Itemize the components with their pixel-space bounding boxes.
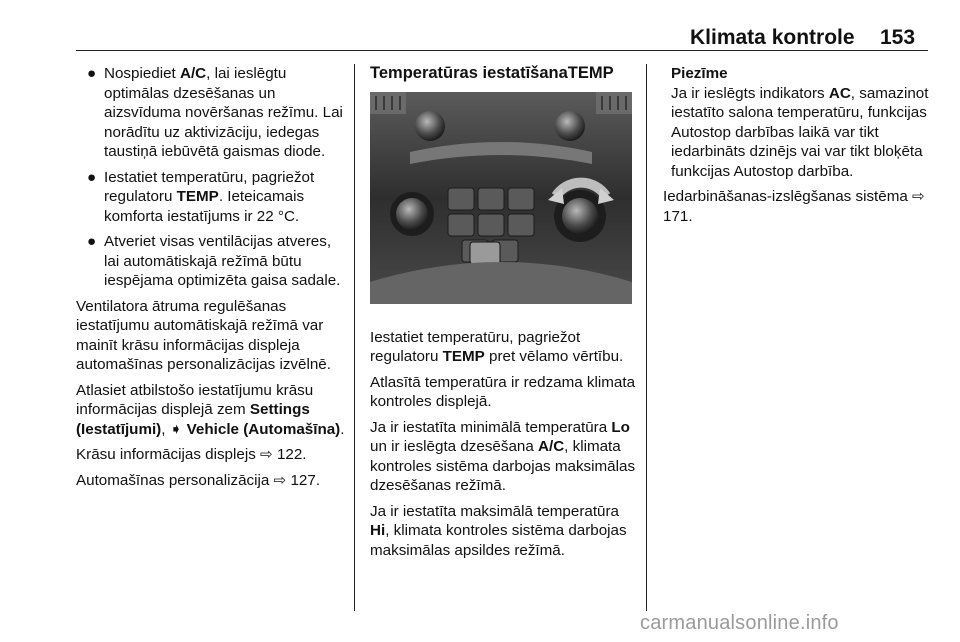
note-text bbox=[671, 84, 931, 182]
bullet-text: Iestatiet temperatūru, pagriežot regulatoru bbox=[104, 168, 315, 205]
bullet-item-vents bbox=[76, 232, 348, 291]
paragraph-set-temp bbox=[370, 328, 636, 367]
column-middle bbox=[370, 64, 636, 566]
text-run: . bbox=[340, 420, 345, 438]
column-divider-2 bbox=[646, 64, 647, 611]
bullet-text: Nospiediet bbox=[104, 65, 180, 82]
cross-reference-display[interactable]: Krāsu informācijas displejs ⇨ 122. bbox=[76, 446, 307, 463]
note-block bbox=[663, 64, 931, 181]
watermark: carmanualsonline.info bbox=[640, 612, 839, 634]
section-title: Temperatūras iestatīšanaTEMP bbox=[370, 64, 614, 82]
cross-reference-stop-start[interactable]: Iedarbināšanas-izslēgšanas sistēma ⇨ 171. bbox=[663, 188, 925, 225]
paragraph-max-temp bbox=[370, 502, 636, 561]
vehicle-label: Vehicle (Automašīna) bbox=[182, 420, 341, 438]
column-divider-1 bbox=[354, 64, 355, 611]
header-rule bbox=[76, 50, 928, 51]
lo-label: Lo bbox=[611, 418, 630, 436]
text-run: un ir ieslēgta dzesēšana bbox=[370, 438, 539, 455]
bullet-bold: TEMP bbox=[176, 188, 219, 205]
page-header bbox=[0, 0, 960, 52]
bullet-text: Atveriet visas ventilācijas atveres, lai automātiskajā režīmā būtu iespējama optimizēta gaisa sadale. bbox=[104, 233, 341, 289]
text-run: Ja ir iestatīta minimālā temperatūra bbox=[370, 418, 612, 436]
ac-indicator-label: AC bbox=[828, 84, 851, 102]
bullet-dot: ● bbox=[87, 65, 97, 82]
text-run: , samazinot iestatīto salona temperatūru, funkcijas Autostop darbības laikā var tikt iedarbināts dzinējs vai var tikt bloķēta funkcijas Autostop darbība. bbox=[671, 84, 929, 180]
paragraph-min-temp bbox=[370, 418, 636, 496]
text-run: Iestatiet temperatūru, pagriežot regulatoru bbox=[370, 328, 581, 365]
text-run: , klimata kontroles sistēma darbojas maksimālas apsildes režīmā. bbox=[370, 522, 627, 559]
arrow-icon: ➧ bbox=[169, 420, 183, 438]
bullet-dot: ● bbox=[87, 233, 97, 250]
note-title: Piezīme bbox=[671, 65, 728, 82]
text-run: Ja ir ieslēgts indikators bbox=[671, 84, 829, 102]
ac-label: A/C bbox=[538, 438, 565, 455]
page-number: 153 bbox=[880, 26, 916, 49]
bullet-text: . Ieteicamais komforta iestatījums ir 22 °C. bbox=[104, 188, 305, 225]
climate-panel-illustration bbox=[370, 92, 632, 304]
text-run: pret vēlamo vērtību. bbox=[484, 348, 624, 365]
bullet-text: , lai ieslēgtu optimālas dzesēšanas un aizsvīduma novēršanas režīmu. Lai norādītu uz aktivizāciju, iedegas taustiņā iebūvētā gaismas diode. bbox=[104, 65, 343, 160]
hi-label: Hi bbox=[370, 522, 386, 539]
text-run: Ja ir iestatīta maksimālā temperatūra bbox=[370, 502, 619, 520]
text-run: , bbox=[161, 420, 170, 438]
column-left bbox=[76, 64, 348, 496]
bullet-bold: A/C bbox=[179, 65, 207, 82]
settings-label: Settings (Iestatījumi) bbox=[76, 401, 310, 438]
column-right bbox=[663, 64, 931, 232]
text-run: Atlasiet atbilstošo iestatījumu krāsu informācijas displejā zem bbox=[76, 381, 314, 418]
paragraph-fan-speed: Ventilatora ātruma regulēšanas iestatījumu automātiskajā režīmā var mainīt krāsu informācijas displeja automašīnas personalizācijas izvēlnē. bbox=[76, 297, 331, 373]
paragraph-display: Atlasītā temperatūra ir redzama klimata kontroles displejā. bbox=[370, 373, 636, 410]
temp-label: TEMP bbox=[442, 348, 485, 365]
cross-reference-personalization[interactable]: Automašīnas personalizācija ⇨ 127. bbox=[76, 471, 321, 489]
bullet-item-ac bbox=[76, 64, 348, 162]
bullet-dot: ● bbox=[87, 168, 97, 186]
bullet-item-temp bbox=[76, 168, 348, 227]
text-run: , klimata kontroles sistēma darbojas maksimālas dzesēšanas režīmā. bbox=[370, 438, 636, 494]
paragraph-settings bbox=[76, 381, 348, 440]
climate-control-photo bbox=[370, 92, 632, 304]
header-title: Klimata kontrole bbox=[690, 26, 855, 49]
